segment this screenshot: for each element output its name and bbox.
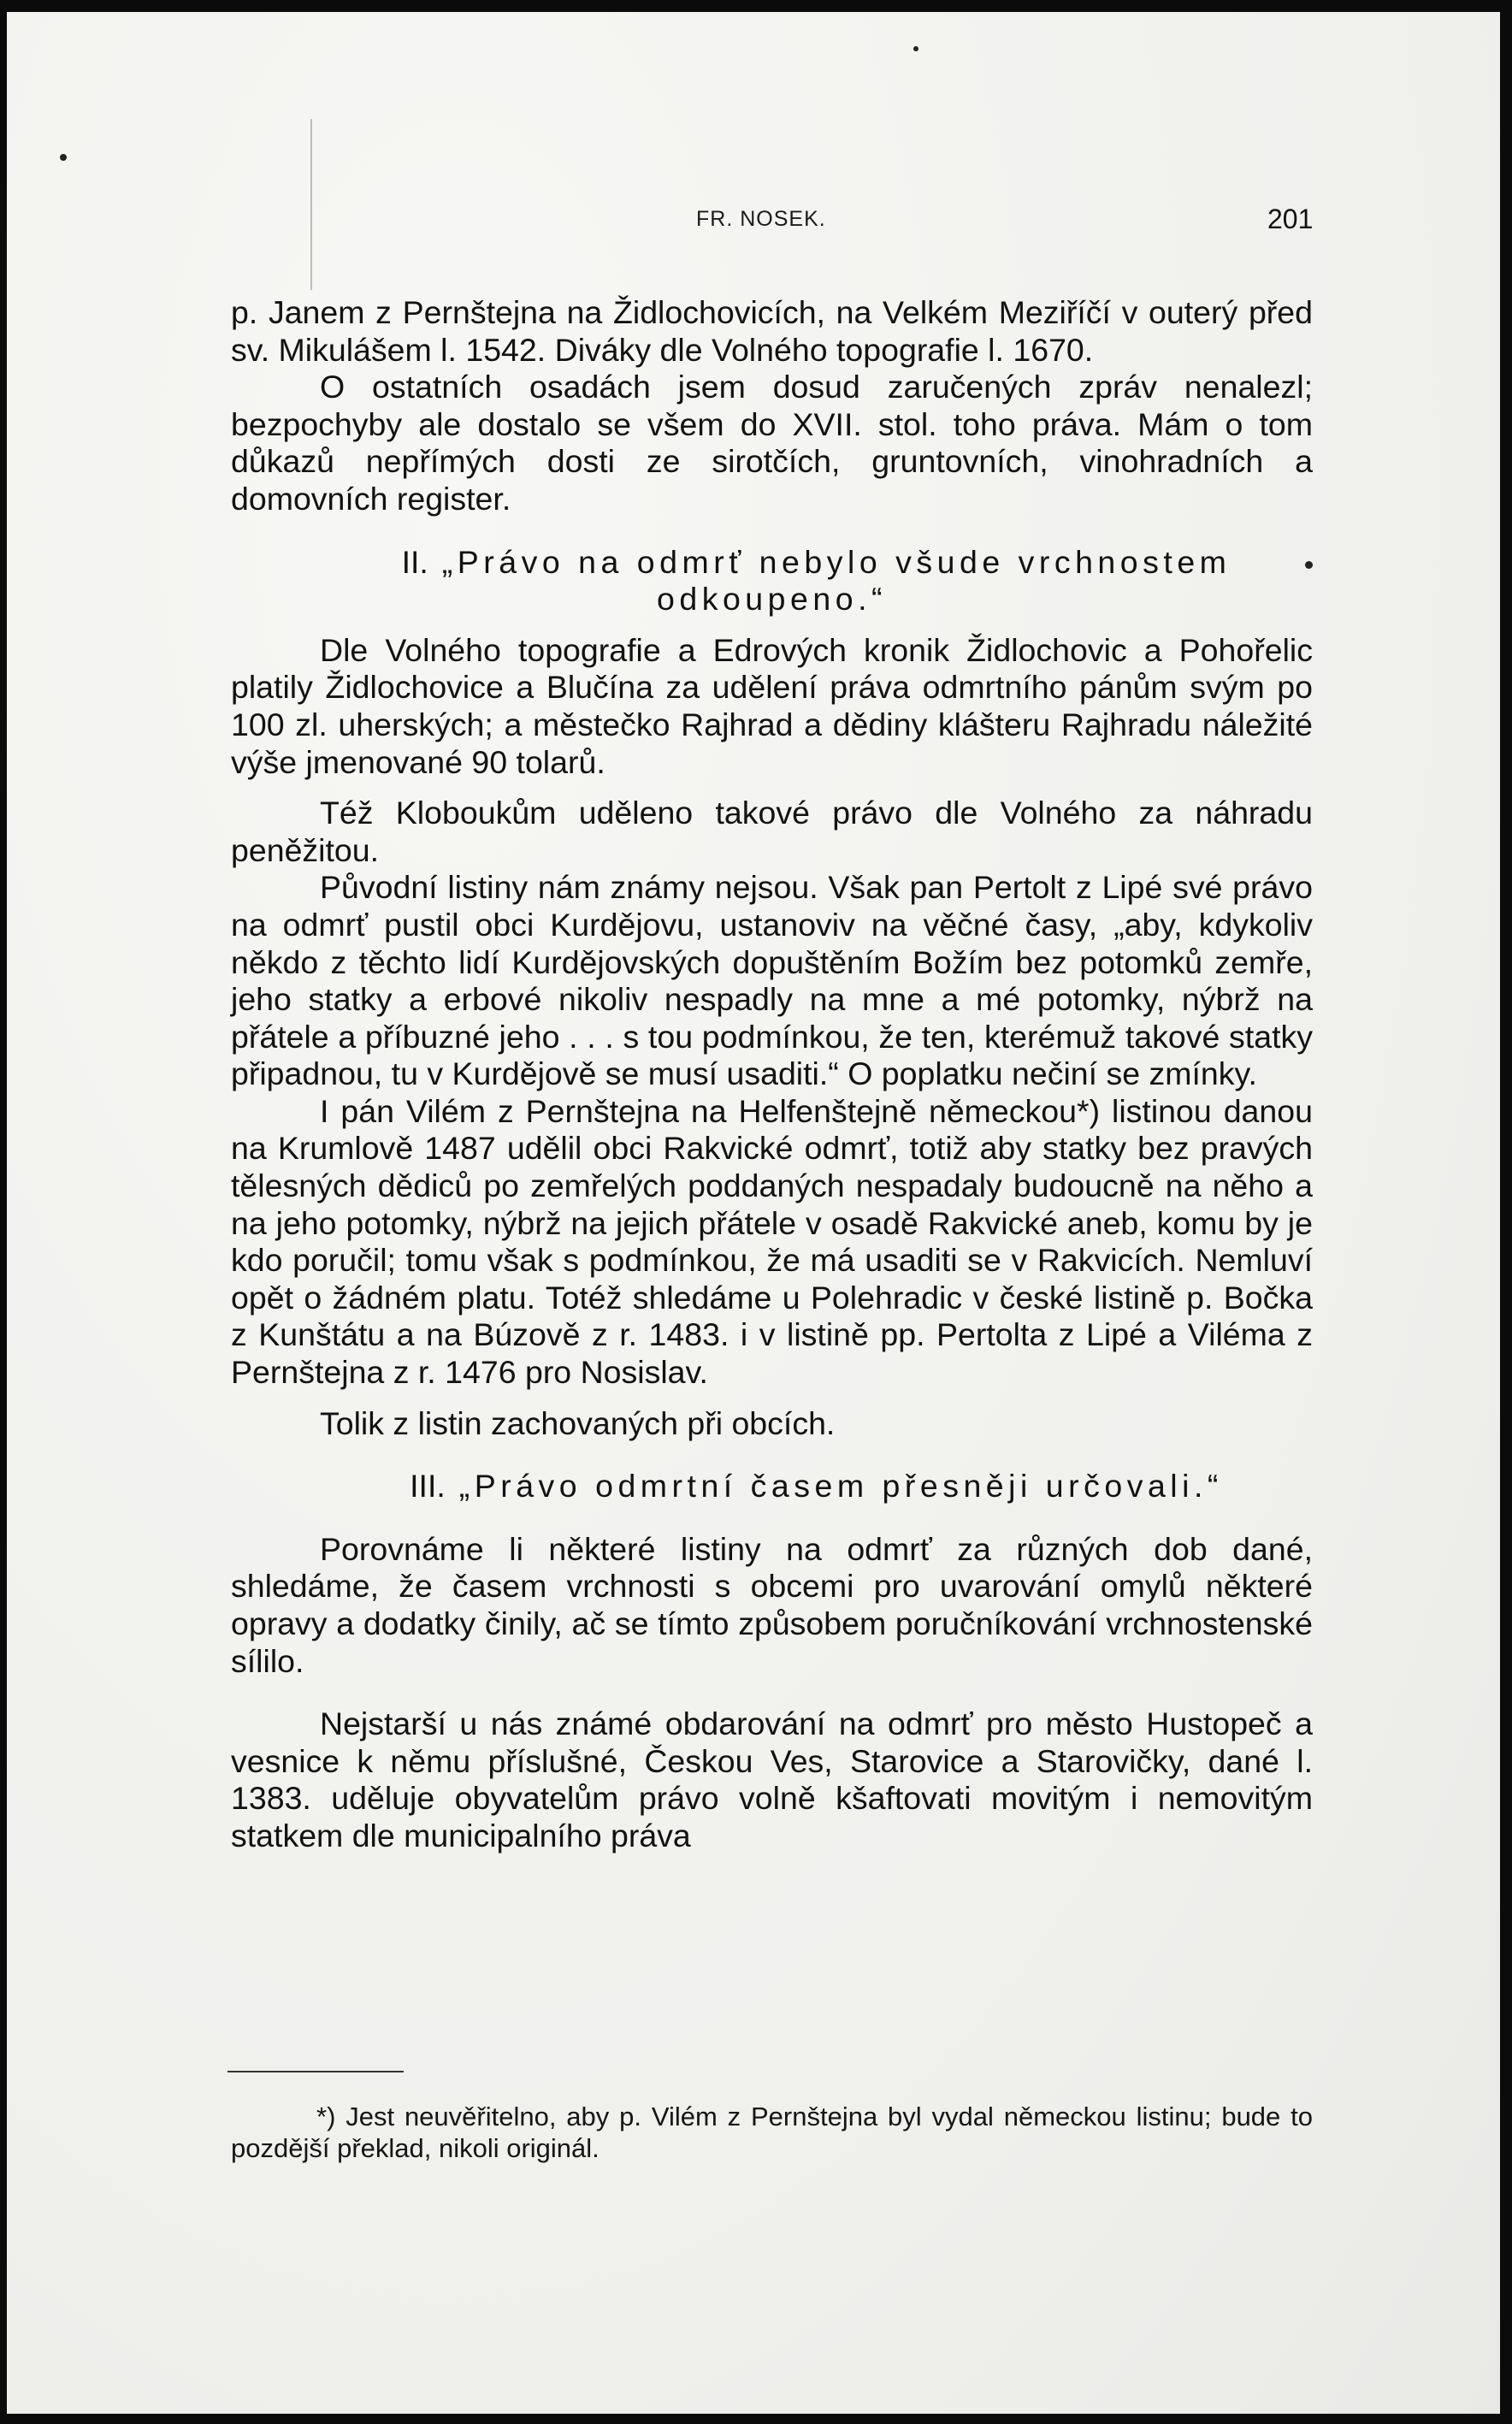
footnote-text: *) Jest neuvěřitelno, aby p. Vilém z Pernštejna byl vydal německou listinu; bude to pozdější překlad, nikoli originál. — [231, 2102, 1313, 2163]
paragraph: O ostatních osadách jsem dosud zaručených zpráv nenalezl; bezpochyby ale dostalo se všem do XVII. stol. toho práva. Mám o tom důkazů nepřímých dosti ze sirotčích, gruntovních, vinohradních a domovních register. — [231, 369, 1313, 517]
paragraph: Dle Volného topografie a Edrových kronik Židlochovic a Pohořelic platily Židlochovice a Blučína za udělení práva odmrtního pánům svým po 100 zl. uherských; a městečko Rajhrad a dědiny klášteru Rajhradu náležité výše jmenované 90 tolarů. — [231, 631, 1313, 780]
paragraph: Původní listiny nám známy nejsou. Však pan Pertolt z Lipé své právo na odmrť pustil obci Kurdějovu, ustanoviv na věčné časy, „aby, kdykoliv někdo z těchto lidí Kurdějovských dopuštěním Božím bez potomků zemře, jeho statky a erbové nikoliv nespadly na mne a mé potomky, nýbrž na přátele a příbuzné jeho . . . s tou podmínkou, že ten, kterémuž takové statky připadnou, tu v Kurdějově se musí usaditi.“ O poplatku nečiní se zmínky. — [231, 869, 1313, 1092]
section-title: „Právo na odmrť nebylo všude vrchnostem odkoupeno.“ — [441, 543, 1231, 618]
speck — [913, 46, 918, 51]
paragraph: p. Janem z Pernštejna na Židlochovicích, na Velkém Meziříčí v outerý před sv. Mikulášem l. 1542. Diváky dle Volného topografie l. 1670. — [231, 294, 1313, 368]
page-number: 201 — [1267, 204, 1314, 234]
body-text — [231, 294, 1313, 1855]
speck — [60, 154, 67, 161]
running-head: FR. NOSEK. — [696, 207, 826, 231]
section-number: III. — [410, 1468, 446, 1505]
book-page — [7, 12, 1500, 2414]
footnote — [231, 2101, 1313, 2164]
section-heading-3 — [231, 1468, 1313, 1505]
section-number: II. — [401, 543, 428, 580]
page-header — [7, 204, 1500, 241]
paragraph: Tolik z listin zachovaných při obcích. — [320, 1404, 836, 1441]
section-title: „Právo odmrtní časem přesněji určovali.“ — [458, 1468, 1223, 1505]
paragraph: Nejstarší u nás známé obdarování na odmrť pro město Hustopeč a vesnice k němu příslušné, Českou Ves, Starovice a Starovičky, dané l. 1383. uděluje obyvatelům právo volně kšaftovati movitým i nemovitým statkem dle municipalního práva — [231, 1706, 1313, 1853]
margin-mark — [310, 119, 312, 290]
paragraph: Porovnáme li některé listiny na odmrť za různých dob dané, shledáme, že časem vrchnosti s obcemi pro uvarování omylů některé opravy a dodatky činily, ač se tímto způsobem poručníkování vrchnostenské sílilo. — [231, 1530, 1313, 1679]
footnote-rule — [227, 2071, 404, 2072]
section-heading-2 — [231, 544, 1313, 618]
paragraph: I pán Vilém z Pernštejna na Helfenštejně německou*) listinou danou na Krumlově 1487 udělil obci Rakvické odmrť, totiž aby statky bez pravých tělesných dědiců po zemřelých poddaných nespadaly budoucně na něho a na jeho potomky, nýbrž na jejich přátele v osadě Rakvické aneb, komu by je kdo poručil; tomu však s podmínkou, že má usaditi se v Rakvicích. Nemluví opět o žádném platu. Totéž shledáme u Polehradic v české listině p. Bočka z Kunštátu a na Búzově z r. 1483. i v listině pp. Pertolta z Lipé a Viléma z Pernštejna z r. 1476 pro Nosislav. — [231, 1092, 1313, 1391]
paragraph: Též Kloboukům uděleno takové právo dle Volného za náhradu peněžitou. — [231, 795, 1313, 868]
